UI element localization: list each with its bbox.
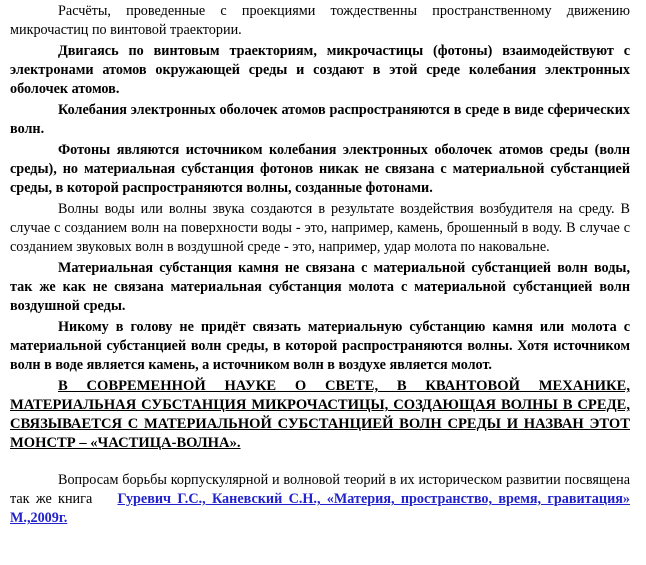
paragraph-nobody-connects: Никому в голову не придёт связать материальную субстанцию камня или молота с материальной субстанцией волн среды, в которой распространяются волны. Хотя источником волн в воде является камень, а источником волн в воздухе является молот. — [10, 319, 630, 373]
book-reference-text: Вопросам борьбы корпускулярной и волновой теорий в их историческом развитии посвящена так же книга — [10, 472, 630, 507]
paragraph-water-sound-waves: Волны воды или волны звука создаются в результате воздействия возбудителя на среду. В случае с созданием волн на поверхности воды - это, например, камень, брошенный в воду. В случае с созданием звуковых волн в воздушной среде - это, например, удар молота по наковальне. — [10, 201, 630, 255]
paragraph-spherical-waves: Колебания электронных оболочек атомов распространяются в среде в виде сферических волн. — [10, 102, 630, 137]
paragraph-photons-source: Фотоны являются источником колебания электронных оболочек атомов среды (волн среды), но материальная субстанция фотонов никак не связана с материальной субстанцией среды, в которой распространяются волны, созданные фотонами. — [10, 142, 630, 196]
document-page — [10, 2, 630, 528]
paragraph-stone-hammer-substance: Материальная субстанция камня не связана с материальной субстанцией волн воды, так же как не связана материальная субстанция молота с материальной субстанцией волн воздушной среды. — [10, 260, 630, 314]
paragraph-book-reference — [10, 471, 630, 528]
paragraph-projections: Расчёты, проведенные с проекциями тождественны пространственному движению микрочастиц по винтовой траектории. — [10, 3, 630, 38]
paragraph-particle-wave-statement: В СОВРЕМЕННОЙ НАУКЕ О СВЕТЕ, В КВАНТОВОЙ МЕХАНИКЕ, МАТЕРИАЛЬНАЯ СУБСТАНЦИЯ МИКРОЧАСТИЦЫ, СОЗДАЮЩАЯ ВОЛНЫ В СРЕДЕ, СВЯЗЫВАЕТСЯ С МАТЕРИАЛЬНОЙ СУБСТАНЦИЕЙ ВОЛН СРЕДЫ И НАЗВАН ЭТОТ МОНСТР – «ЧАСТИЦА-ВОЛНА». — [10, 378, 630, 451]
paragraph-helical-trajectories: Двигаясь по винтовым траекториям, микрочастицы (фотоны) взаимодействуют с электронами атомов окружающей среды и создают в этой среде колебания электронных оболочек атомов. — [10, 43, 630, 97]
book-reference-link[interactable]: Гуревич Г.С., Каневский С.Н., «Материя, пространство, время, гравитация» М.,2009г. — [10, 491, 631, 526]
